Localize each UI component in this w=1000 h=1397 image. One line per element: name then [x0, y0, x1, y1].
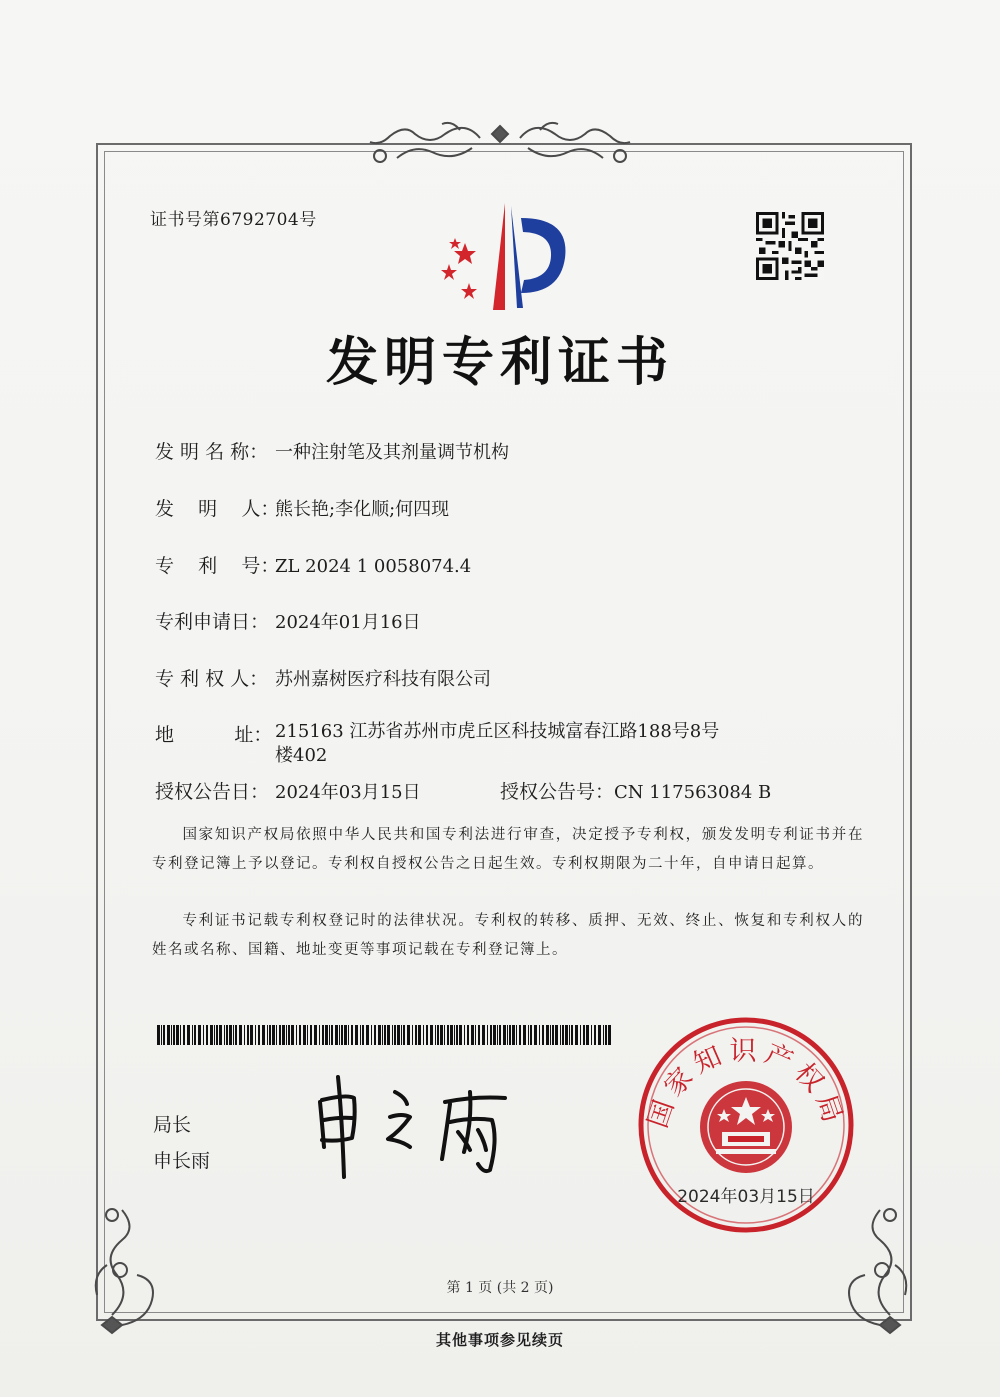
barcode-icon: [157, 1025, 612, 1045]
field-filing-date: [155, 607, 421, 634]
field-label: 专 利 号：: [155, 555, 280, 577]
director-signature-icon: [310, 1072, 525, 1182]
field-value: 苏州嘉树医疗科技有限公司: [275, 669, 491, 690]
seal-date: 2024年03月15日: [677, 1187, 815, 1207]
field-label: 地 址：: [155, 724, 273, 746]
certificate-title: 发明专利证书: [325, 332, 674, 393]
field-value: CN 117563084 B: [614, 782, 772, 803]
bottom-left-ornament-icon: [82, 1175, 172, 1335]
field-label: 发 明 人：: [155, 498, 280, 520]
field-label: 发 明 名 称：: [155, 441, 269, 463]
field-value: 2024年01月16日: [275, 612, 421, 633]
certificate-number: 证书号第6792704号: [150, 210, 317, 230]
field-value: 2024年03月15日: [275, 782, 421, 803]
field-value: 215163 江苏省苏州市虎丘区科技城富春江路188号8号楼402: [275, 721, 720, 766]
field-grant-publication-number: [500, 777, 771, 804]
page-number: 第 1 页 (共 2 页): [446, 1280, 554, 1296]
field-invention-name: [155, 437, 509, 464]
field-patent-number: [155, 551, 471, 578]
field-value: 熊长艳;李化顺;何四现: [275, 499, 450, 520]
field-label: 授权公告日：: [155, 781, 270, 803]
field-label: 专 利 权 人：: [155, 668, 269, 690]
statement-paragraph-2: 专利证书记载专利权登记时的法律状况。专利权的转移、质押、无效、终止、恢复和专利权人的姓名或名称、国籍、地址变更等事项记载在专利登记簿上。: [152, 913, 864, 958]
field-address: [155, 720, 735, 768]
field-value: ZL 2024 1 0058074.4: [275, 556, 472, 577]
svg-text:国家知识产权局: 国家知识产权局: [642, 1036, 850, 1132]
field-inventors: [155, 494, 449, 521]
top-ornament-icon: [360, 118, 640, 170]
field-value: 一种注射笔及其剂量调节机构: [275, 442, 509, 463]
cnipa-logo-icon: [425, 198, 580, 316]
qr-code-icon: [755, 212, 825, 280]
continued-note: 其他事项参见续页: [435, 1331, 564, 1349]
field-label: 授权公告号：: [500, 781, 615, 803]
field-label: 专利申请日：: [155, 611, 270, 633]
field-patentee: [155, 664, 491, 691]
statement-paragraph-1: 国家知识产权局依照中华人民共和国专利法进行审查，决定授予专利权，颁发发明专利证书并在专利登记簿上予以登记。专利权自授权公告之日起生效。专利权期限为二十年，自申请日起算。: [152, 827, 864, 872]
director-title: 局长: [153, 1114, 192, 1136]
director-block: [153, 1107, 210, 1179]
director-name: 申长雨: [153, 1150, 211, 1172]
field-grant-date: [155, 777, 421, 804]
